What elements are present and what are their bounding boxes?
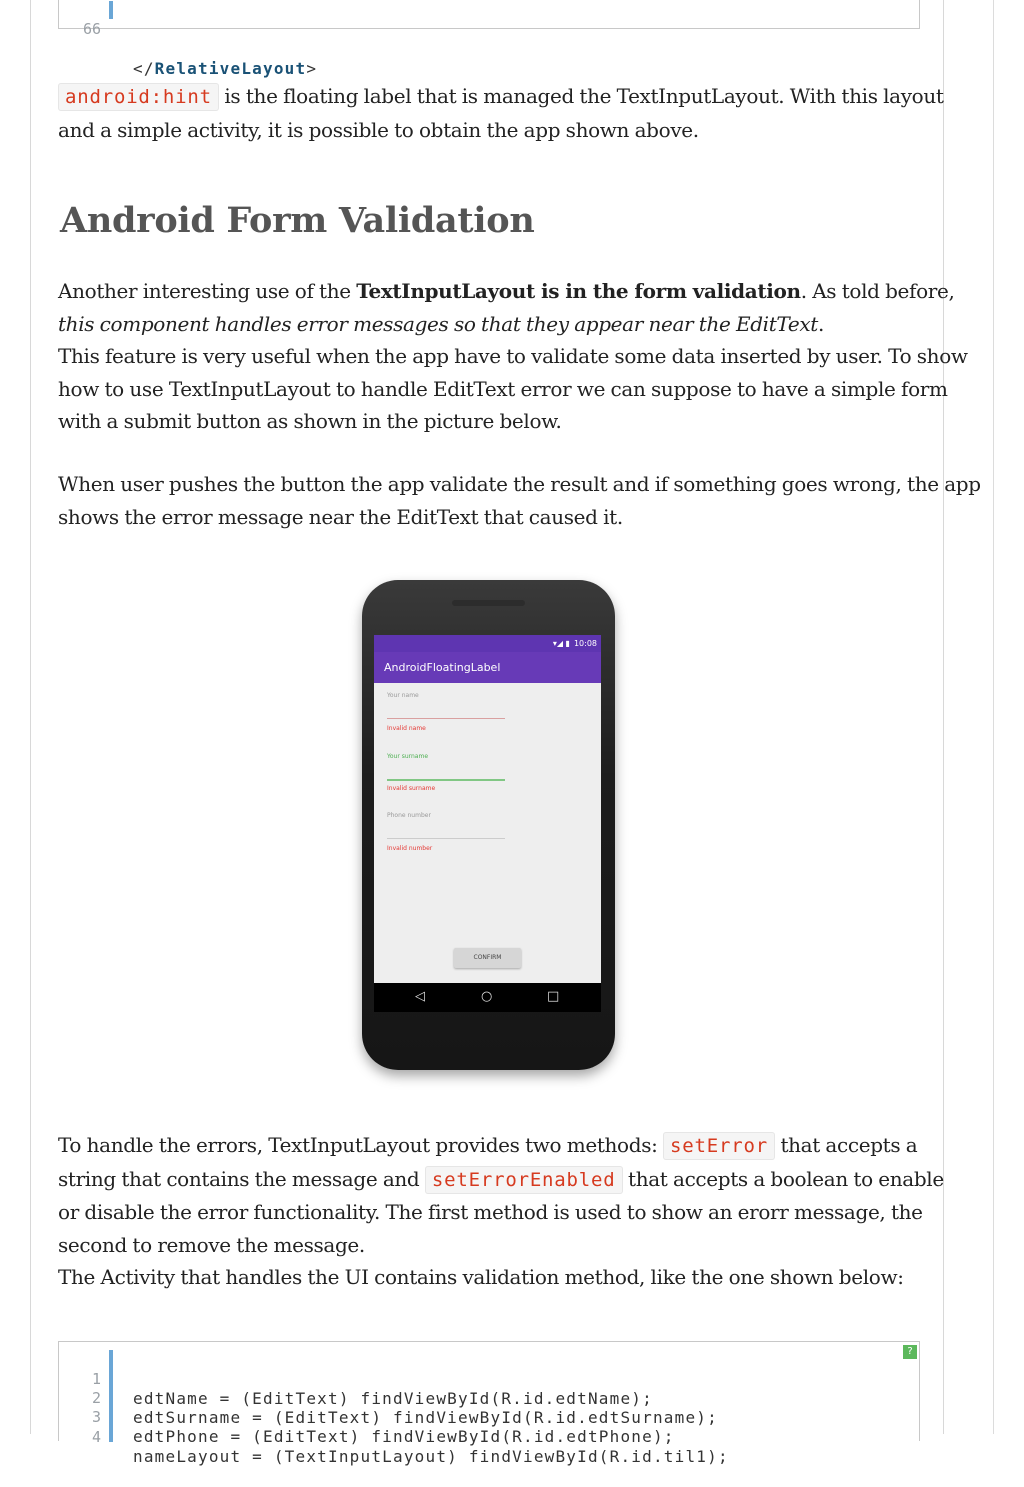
inline-code-seterror: setError xyxy=(663,1132,775,1160)
p3-line2-a: string that contains the message and xyxy=(58,1166,425,1191)
name-error: Invalid name xyxy=(387,725,426,732)
p1-line5: with a submit button as shown in the picture below. xyxy=(58,409,562,433)
surname-input[interactable] xyxy=(387,779,505,781)
p1-line1-a: Another interesting use of the xyxy=(58,279,357,303)
name-input[interactable] xyxy=(387,718,505,719)
code-text: edtName = (EditText) findViewById(R.id.edtName); xyxy=(133,1389,653,1408)
code-text: edtSurname = (EditText) findViewById(R.id.edtSurname); xyxy=(133,1408,718,1427)
p1-line2-italic: this component handles error messages so that they appear near the EditText xyxy=(58,311,818,336)
line-number: 2 xyxy=(91,1389,101,1407)
intro-line2: and a simple activity, it is possible to obtain the app shown above. xyxy=(58,117,699,142)
line-number: 66 xyxy=(82,20,101,38)
line-number-bar xyxy=(109,1,113,19)
code-text xyxy=(133,59,317,79)
status-time: 10:08 xyxy=(573,639,597,648)
p1-line3: This feature is very useful when the app have to validate some data inserted by user. To show xyxy=(58,344,968,368)
p2-line1: When user pushes the button the app validate the result and if something goes wrong, the app xyxy=(58,472,981,496)
confirm-button[interactable]: CONFIRM xyxy=(454,948,521,968)
code-text: edtPhone = (EditText) findViewById(R.id.edtPhone); xyxy=(133,1427,675,1446)
home-icon[interactable]: ○ xyxy=(481,989,493,1004)
intro-paragraph xyxy=(58,80,944,146)
code-line xyxy=(59,0,318,78)
nav-bar xyxy=(374,983,601,1012)
help-icon[interactable]: ? xyxy=(903,1345,917,1359)
surname-error: Invalid surname xyxy=(387,785,436,792)
phone-input[interactable] xyxy=(387,838,505,839)
validation-paragraph xyxy=(58,275,968,438)
code-block-bottom xyxy=(58,1341,920,1466)
p3-line4: second to remove the message. xyxy=(58,1232,365,1257)
error-paragraph xyxy=(58,468,981,533)
p1-line2-end: . xyxy=(817,311,824,336)
recents-icon[interactable]: □ xyxy=(547,989,560,1004)
back-icon[interactable]: ◁ xyxy=(415,989,425,1004)
methods-paragraph xyxy=(58,1129,944,1294)
phone-error: Invalid number xyxy=(387,845,433,852)
code-text: nameLayout = (TextInputLayout) findViewById(R.id.til1); xyxy=(133,1447,729,1466)
app-bar-title: AndroidFloatingLabel xyxy=(374,652,601,683)
inline-code-android-hint: android:hint xyxy=(58,83,219,111)
phone-mockup xyxy=(362,580,615,1070)
name-hint: Your name xyxy=(387,692,419,699)
p1-line1-b: . As told before, xyxy=(800,279,955,303)
line-number-bar xyxy=(109,1350,113,1442)
signal-battery-icon: ▾◢ ▮ xyxy=(552,639,570,648)
p3-line1-b: that accepts a xyxy=(774,1133,918,1157)
phone-speaker xyxy=(452,600,525,606)
p3-line5: The Activity that handles the UI contains validation method, like the one shown below: xyxy=(58,1265,904,1289)
p2-line2: shows the error message near the EditText that caused it. xyxy=(58,504,623,529)
intro-line1: is the floating label that is managed the TextInputLayout. With this layout xyxy=(224,84,944,108)
line-number: 3 xyxy=(91,1408,101,1426)
p1-line1-bold: TextInputLayout is in the form validation xyxy=(356,279,801,303)
code-prefix: </ xyxy=(133,59,155,78)
line-number: 4 xyxy=(91,1428,101,1446)
code-block-top xyxy=(58,0,920,78)
section-title: Android Form Validation xyxy=(60,200,535,241)
inline-code-seterrorenabled: setErrorEnabled xyxy=(425,1166,623,1194)
p3-line2-b: that accepts a boolean to enable xyxy=(622,1166,944,1191)
code-tag-name: RelativeLayout xyxy=(154,59,307,78)
code-suffix: > xyxy=(306,59,318,78)
phone-screen xyxy=(374,635,601,1012)
p3-line1-a: To handle the errors, TextInputLayout provides two methods: xyxy=(58,1133,664,1157)
p1-line4: how to use TextInputLayout to handle EditText error we can suppose to have a simple form xyxy=(58,376,948,401)
phone-hint: Phone number xyxy=(387,812,431,819)
status-bar xyxy=(374,635,601,652)
p3-line3: or disable the error functionality. The first method is used to show an erorr message, the xyxy=(58,1200,923,1224)
outer-rule xyxy=(993,0,994,1434)
code-line xyxy=(59,1349,653,1408)
line-number: 1 xyxy=(91,1370,101,1388)
surname-hint: Your surname xyxy=(387,753,429,760)
